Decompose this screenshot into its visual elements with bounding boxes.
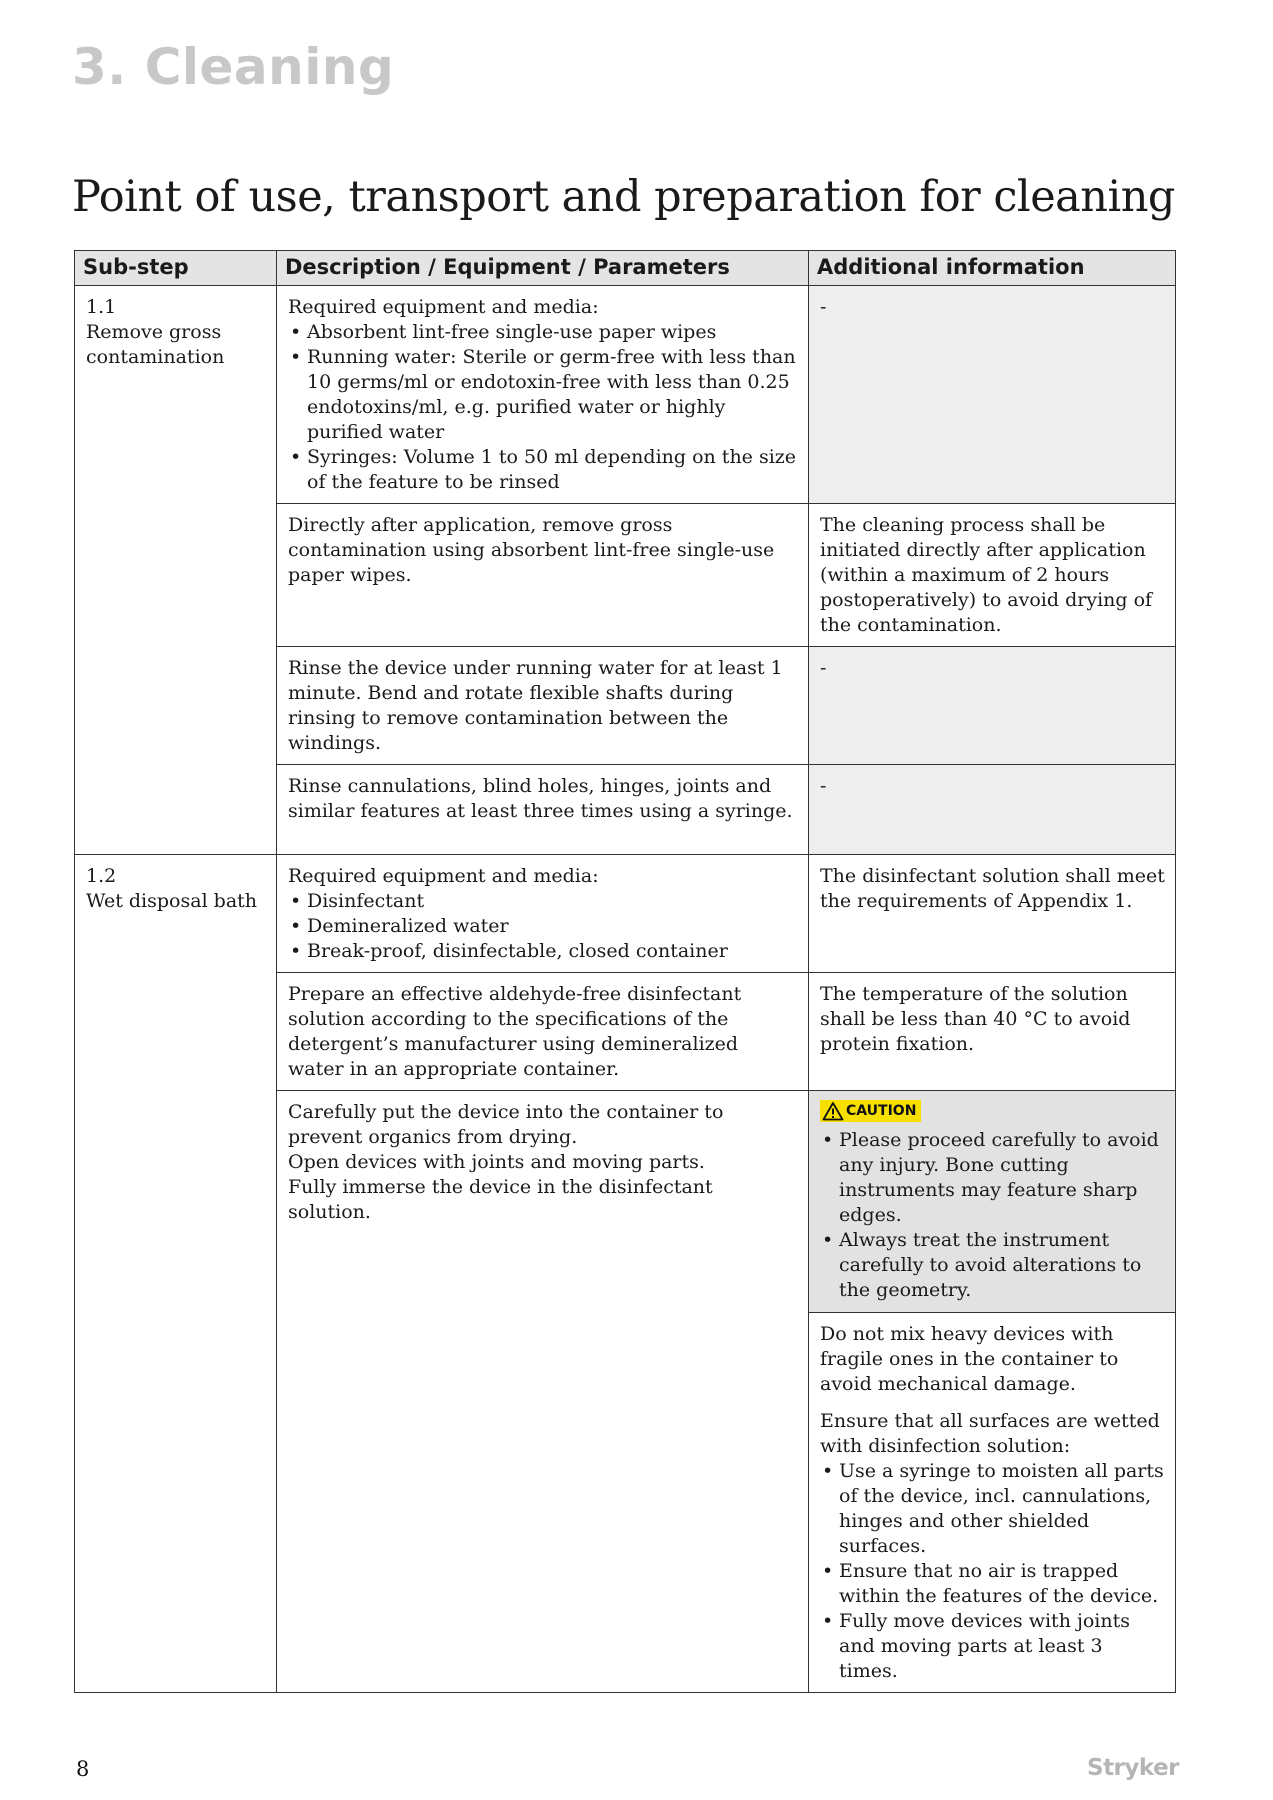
equipment-intro: Required equipment and media: [288, 296, 599, 318]
description-cell [277, 855, 809, 973]
warning-triangle-icon [822, 1101, 844, 1121]
section-title: 3. Cleaning [72, 38, 395, 96]
list-item: • Demineralized water [288, 914, 798, 939]
list-item: • Fully move devices with joints and moving parts at least 3 times. [820, 1609, 1165, 1684]
description-cell: Prepare an effective aldehyde-free disinfectant solution according to the specifications of the detergent’s manufacturer using demineralized water in an appropriate container. [277, 973, 809, 1091]
caution-list [820, 1128, 1165, 1303]
substep-number: 1.1 [86, 296, 117, 318]
description-line: Carefully put the device into the container to prevent organics from drying. [288, 1101, 724, 1148]
description-line: Open devices with joints and moving parts. [288, 1151, 705, 1173]
list-item: • Always treat the instrument carefully to avoid alterations to the geometry. [820, 1228, 1165, 1303]
page-heading: Point of use, transport and preparation for cleaning [72, 172, 1175, 222]
substep-number: 1.2 [86, 865, 117, 887]
page-number: 8 [76, 1757, 90, 1781]
column-header-description: Description / Equipment / Parameters [277, 251, 809, 286]
info-cell: The disinfectant solution shall meet the requirements of Appendix 1. [809, 855, 1176, 973]
caution-cell [809, 1091, 1176, 1313]
table-row [75, 855, 1176, 973]
equipment-list [288, 889, 798, 964]
description-cell [277, 1091, 809, 1693]
description-cell: Directly after application, remove gross contamination using absorbent lint-free single-use paper wipes. [277, 504, 809, 647]
list-item: • Ensure that no air is trapped within the features of the device. [820, 1559, 1165, 1609]
equipment-intro: Required equipment and media: [288, 865, 599, 887]
list-item: • Break-proof, disinfectable, closed container [288, 939, 798, 964]
column-header-substep: Sub-step [75, 251, 277, 286]
list-item: • Syringes: Volume 1 to 50 ml depending on the size of the feature to be rinsed [288, 445, 798, 495]
info-cell: - [809, 765, 1176, 855]
caution-label: CAUTION [846, 1103, 917, 1119]
description-cell: Rinse the device under running water for at least 1 minute. Bend and rotate flexible shafts during rinsing to remove contamination between the windings. [277, 647, 809, 765]
substep-cell [75, 286, 277, 855]
info-cell: The cleaning process shall be initiated directly after application (within a maximum of 2 hours postoperatively) to avoid drying of the contamination. [809, 504, 1176, 647]
table-header-row [75, 251, 1176, 286]
info-paragraph: Ensure that all surfaces are wetted with disinfection solution: [820, 1410, 1160, 1457]
substep-name: Remove gross contamination [86, 321, 225, 368]
list-item: • Running water: Sterile or germ-free with less than 10 germs/ml or endotoxin-free with less than 0.25 endotoxins/ml, e.g. purified water or highly purified water [288, 345, 798, 445]
info-cell: - [809, 647, 1176, 765]
brand-logo: Stryker [1087, 1755, 1180, 1781]
list-item: • Use a syringe to moisten all parts of the device, incl. cannulations, hinges and other shielded surfaces. [820, 1459, 1165, 1559]
info-cell: The temperature of the solution shall be less than 40 °C to avoid protein fixation. [809, 973, 1176, 1091]
cleaning-steps-table [74, 250, 1176, 1693]
description-cell [277, 286, 809, 504]
caution-badge [820, 1100, 921, 1122]
substep-name: Wet disposal bath [86, 890, 258, 912]
list-item: • Absorbent lint-free single-use paper wipes [288, 320, 798, 345]
substep-cell [75, 855, 277, 1693]
info-cell: - [809, 286, 1176, 504]
column-header-additional-info: Additional information [809, 251, 1176, 286]
table-row [75, 286, 1176, 504]
equipment-list [288, 320, 798, 495]
info-cell [809, 1313, 1176, 1693]
wetting-list [820, 1459, 1165, 1684]
description-cell: Rinse cannulations, blind holes, hinges, joints and similar features at least three times using a syringe. [277, 765, 809, 855]
description-line: Fully immerse the device in the disinfectant solution. [288, 1176, 713, 1223]
info-paragraph: Do not mix heavy devices with fragile ones in the container to avoid mechanical damage. [820, 1323, 1119, 1395]
list-item: • Disinfectant [288, 889, 798, 914]
list-item: • Please proceed carefully to avoid any injury. Bone cutting instruments may feature sharp edges. [820, 1128, 1165, 1228]
